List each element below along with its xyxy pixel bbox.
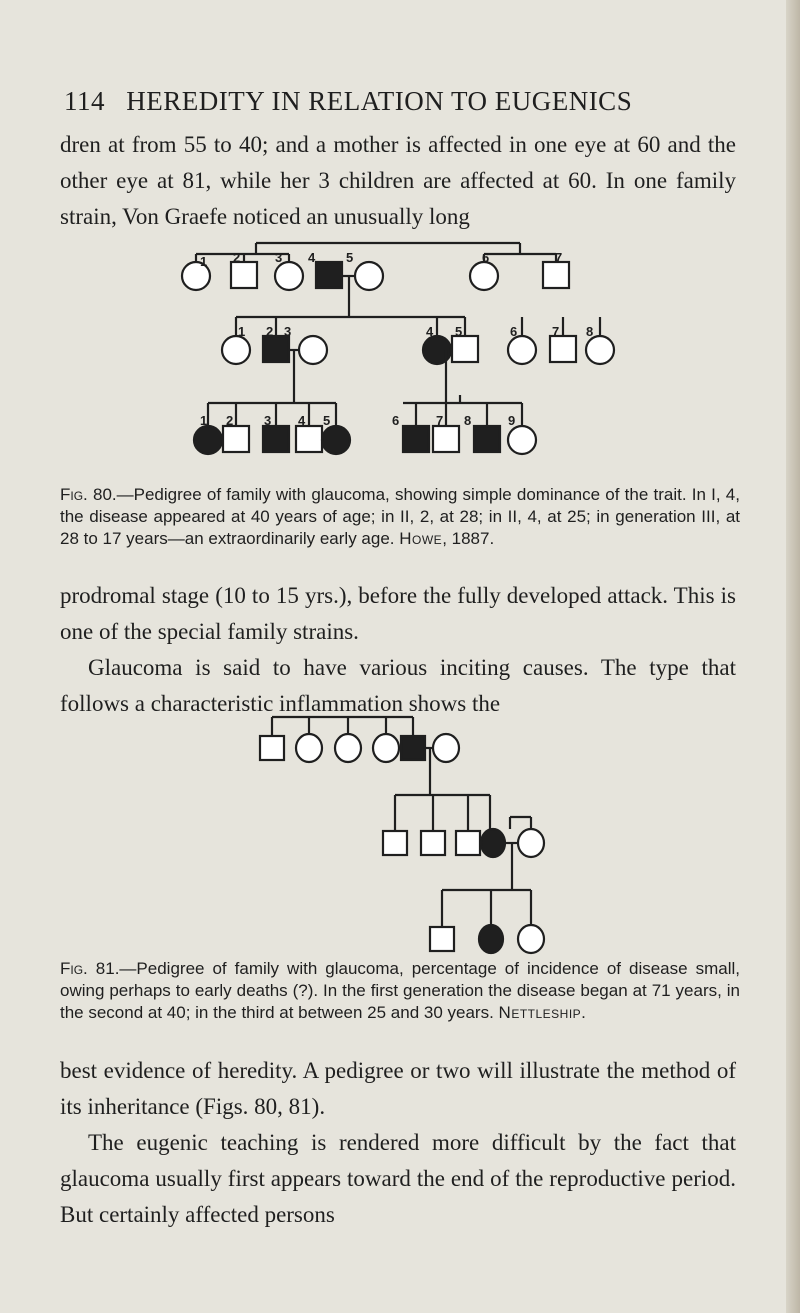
figure-80-pedigree	[0, 235, 800, 475]
g3-label-2: 2	[226, 413, 234, 428]
running-header	[64, 86, 632, 117]
f81-g1-4	[373, 734, 399, 762]
g1-label-1: 1	[200, 254, 208, 269]
g1-label-6: 6	[482, 250, 490, 265]
figure-80-caption	[60, 484, 740, 550]
g1-label-3: 3	[275, 250, 283, 265]
g3-individual-1	[194, 426, 222, 454]
paragraph-4	[60, 1053, 736, 1233]
f81-g1-2	[296, 734, 322, 762]
g3-label-9: 9	[508, 413, 516, 428]
g1-individual-4	[316, 262, 342, 288]
paragraph-5-text: The eugenic teaching is rendered more difficult by the fact that glaucoma usually first appears toward the end of the reproductive period. But certainly affected persons	[60, 1130, 736, 1227]
figure-80-caption-text: —Pedigree of family with glaucoma, showing simple dominance of the trait. In I, 4, the disease appeared at 40 years of age; in II, 2, at 28; in II, 4, at 25; in generation III, at 28 to 17 years—an extraordinarily early age.	[60, 485, 740, 548]
g1-individual-7	[543, 262, 569, 288]
f81-g1-3	[335, 734, 361, 762]
g2-individual-6	[508, 336, 536, 364]
page-edge	[786, 0, 800, 1313]
g1-label-5: 5	[346, 250, 354, 265]
figure-81-pedigree	[0, 705, 800, 955]
g2-label-8: 8	[586, 324, 594, 339]
g2-individual-8	[586, 336, 614, 364]
f81-g2-3	[456, 831, 480, 855]
g1-individual-6	[470, 262, 498, 290]
g3-label-8: 8	[464, 413, 472, 428]
g3-individual-8	[474, 426, 500, 452]
g1-individual-5	[355, 262, 383, 290]
figure-81-label: Fig. 81.	[60, 959, 120, 978]
g3-label-1: 1	[200, 413, 208, 428]
g2-individual-7	[550, 336, 576, 362]
paragraph-2-text: prodromal stage (10 to 15 yrs.), before the fully developed attack. This is one of the special family strains.	[60, 583, 736, 644]
g2-label-1: 1	[238, 324, 246, 339]
f81-g1-5	[401, 736, 425, 760]
g1-individual-3	[275, 262, 303, 290]
g2-individual-2	[263, 336, 289, 362]
figure-80-author: Howe	[399, 529, 443, 548]
g2-individual-1	[222, 336, 250, 364]
paragraph-1-text: dren at from 55 to 40; and a mother is affected in one eye at 60 and the other eye at 81, while her 3 children are affected at 60. In one family strain, Von Graefe noticed an unusually long	[60, 132, 736, 229]
paragraph-1	[60, 127, 736, 235]
g2-label-2: 2	[266, 324, 274, 339]
g3-individual-5	[322, 426, 350, 454]
paragraph-4-text: best evidence of heredity. A pedigree or two will illustrate the method of its inheritance (Figs. 80, 81).	[60, 1058, 736, 1119]
g3-label-3: 3	[264, 413, 272, 428]
g1-label-7: 7	[555, 250, 563, 265]
g2-label-7: 7	[552, 324, 560, 339]
f81-g2-1	[383, 831, 407, 855]
paragraph-2	[60, 578, 736, 722]
g1-label-4: 4	[308, 250, 316, 265]
g3-individual-2	[223, 426, 249, 452]
figure-81-caption-text: —Pedigree of family with glaucoma, percentage of incidence of disease small, owing perhaps to early deaths (?). In the first generation the disease began at 71 years, in the second at 40; in the third at between 25 and 30 years.	[60, 959, 740, 1022]
f81-g3-3	[518, 925, 544, 953]
g1-label-2: 2	[233, 250, 241, 265]
f81-g1-6	[433, 734, 459, 762]
figure-80-label: Fig. 80.	[60, 485, 117, 504]
g3-individual-7	[433, 426, 459, 452]
f81-g2-4	[481, 829, 505, 857]
g3-label-6: 6	[392, 413, 400, 428]
g2-label-5: 5	[455, 324, 463, 339]
g3-label-4: 4	[298, 413, 306, 428]
f81-g3-2	[479, 925, 503, 953]
g3-individual-6	[403, 426, 429, 452]
g2-individual-3	[299, 336, 327, 364]
g2-label-6: 6	[510, 324, 518, 339]
g3-label-7: 7	[436, 413, 444, 428]
g3-individual-3	[263, 426, 289, 452]
g3-label-5: 5	[323, 413, 331, 428]
figure-81-caption	[60, 958, 740, 1024]
f81-g2-2	[421, 831, 445, 855]
figure-80-year: , 1887.	[442, 529, 495, 548]
g2-label-3: 3	[284, 324, 292, 339]
figure-81-author: Nettleship.	[498, 1003, 587, 1022]
page-number: 114	[64, 86, 105, 116]
g3-individual-4	[296, 426, 322, 452]
g2-individual-5	[452, 336, 478, 362]
paragraph-3-text: Glaucoma is said to have various inciting causes. The type that follows a characteristic inflammation shows the	[60, 655, 736, 716]
g3-individual-9	[508, 426, 536, 454]
g1-individual-2	[231, 262, 257, 288]
f81-g2-5	[518, 829, 544, 857]
g2-label-4: 4	[426, 324, 434, 339]
f81-g3-1	[430, 927, 454, 951]
running-title: HEREDITY IN RELATION TO EUGENICS	[126, 86, 633, 116]
f81-g1-1	[260, 736, 284, 760]
